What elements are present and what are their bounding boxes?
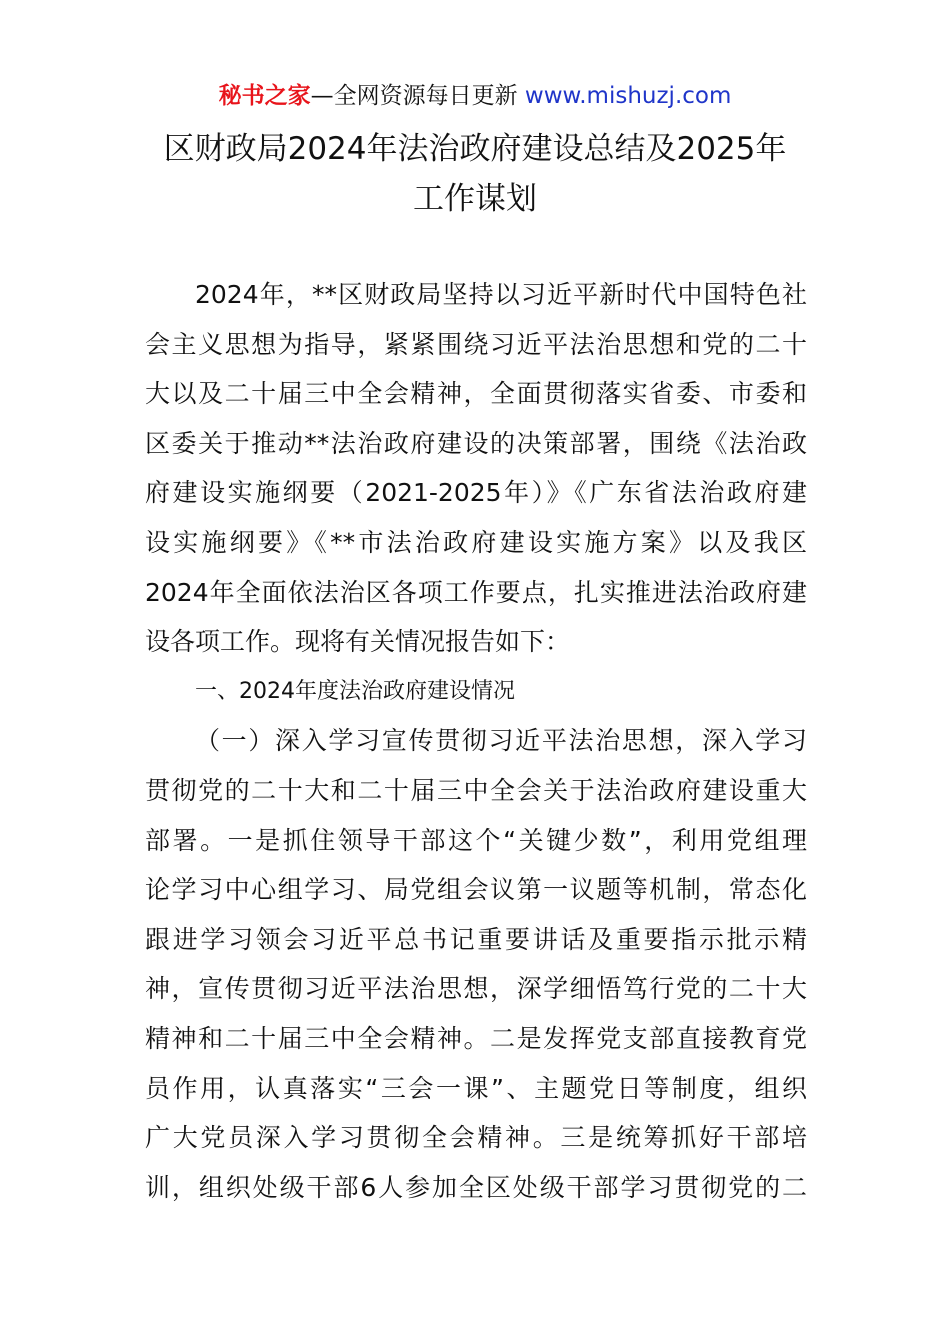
- body-paragraph-line: 区委关于推动**法治政府建设的决策部署，围绕《法治政: [145, 428, 807, 458]
- section-paragraph-line: 贯彻党的二十大和二十届三中全会关于法治政府建设重大: [145, 775, 807, 805]
- body-paragraph-line: 设实施纲要》《**市法治政府建设实施方案》以及我区: [145, 527, 807, 557]
- body-paragraph-line: 府建设实施纲要（2021-2025年）》《广东省法治政府建: [145, 478, 807, 508]
- body-paragraph-line: 设各项工作。现将有关情况报告如下：: [145, 627, 571, 657]
- section-heading: 一、2024年度法治政府建设情况: [195, 678, 515, 704]
- section-paragraph-line: 部署。一是抓住领导干部这个“关键少数”，利用党组理: [145, 825, 807, 855]
- site-header: [0, 80, 950, 112]
- document-title: [140, 124, 810, 224]
- section-paragraph-line: 跟进学习领会习近平总书记重要讲话及重要指示批示精: [145, 924, 807, 954]
- tagline: —全网资源每日更新: [310, 83, 518, 109]
- body-paragraph-line: 会主义思想为指导，紧紧围绕习近平法治思想和党的二十: [145, 329, 807, 359]
- section-paragraph-line: （一）深入学习宣传贯彻习近平法治思想，深入学习: [195, 726, 807, 756]
- brand-name: 秘书之家: [218, 83, 311, 109]
- section-paragraph-line: 广大党员深入学习贯彻全会精神。三是统筹抓好干部培: [145, 1123, 807, 1153]
- body-paragraph-line: 大以及二十届三中全会精神，全面贯彻落实省委、市委和: [145, 379, 807, 409]
- title-line-1: 区财政局2024年法治政府建设总结及2025年: [163, 131, 787, 167]
- section-paragraph-line: 员作用，认真落实“三会一课”、主题党日等制度，组织: [145, 1073, 807, 1103]
- section-paragraph-line: 神，宣传贯彻习近平法治思想，深学细悟笃行党的二十大: [145, 974, 807, 1004]
- body-paragraph-line: 2024年全面依法治区各项工作要点，扎实推进法治政府建: [145, 577, 807, 607]
- title-line-2: 工作谋划: [413, 181, 537, 217]
- section-paragraph-line: 论学习中心组学习、局党组会议第一议题等机制，常态化: [145, 875, 807, 905]
- body-paragraph-line: 2024年，**区财政局坚持以习近平新时代中国特色社: [195, 280, 807, 309]
- section-paragraph-line: 训，组织处级干部6人参加全区处级干部学习贯彻党的二: [145, 1172, 807, 1202]
- section-paragraph-line: 精神和二十届三中全会精神。二是发挥党支部直接教育党: [145, 1023, 807, 1053]
- document-body: [145, 270, 807, 1212]
- site-url-link[interactable]: www.mishuzj.com: [524, 83, 732, 109]
